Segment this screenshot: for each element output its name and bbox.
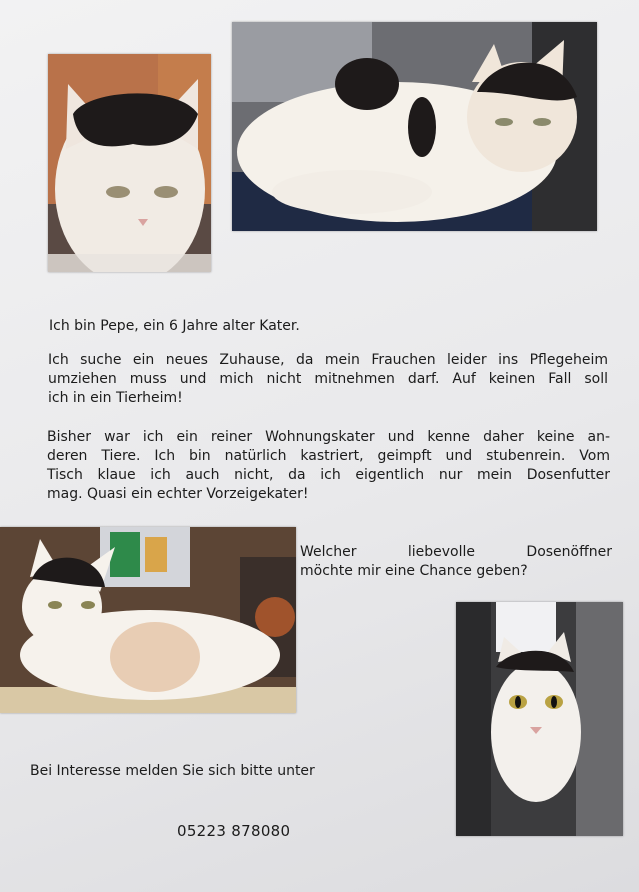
paragraph-character-line: deren Tiere. Ich bin natürlich kastriert, geimpft und stubenrein. Vom xyxy=(47,448,610,464)
cat-photo-closeup xyxy=(48,54,211,272)
cat-photo-lying xyxy=(232,22,597,231)
cat-photo-peeking xyxy=(456,602,623,836)
cat-photo-shelf xyxy=(0,527,296,713)
paragraph-home-line: ich in ein Tierheim! xyxy=(48,390,183,406)
paragraph-character xyxy=(47,428,610,504)
question-line: möchte mir eine Chance geben? xyxy=(300,563,528,579)
paragraph-home-line: umziehen muss und mich nicht mitnehmen darf. Auf keinen Fall soll xyxy=(48,371,608,387)
question-text xyxy=(300,543,612,581)
paragraph-home-line: Ich suche ein neues Zuhause, da mein Frauchen leider ins Pflegeheim xyxy=(48,352,608,368)
paragraph-home xyxy=(48,351,608,408)
paragraph-character-line: Tisch klaue ich auch nicht, da ich eigentlich nur mein Dosenfutter xyxy=(47,467,610,483)
contact-label: Bei Interesse melden Sie sich bitte unter xyxy=(30,763,315,779)
phone-number: 05223 878080 xyxy=(177,822,291,840)
question-line: Welcher liebevolle Dosenöffner xyxy=(300,544,612,560)
paragraph-character-line: mag. Quasi ein echter Vorzeigekater! xyxy=(47,486,309,502)
paragraph-character-line: Bisher war ich ein reiner Wohnungskater und kenne daher keine an- xyxy=(47,429,610,445)
intro-text: Ich bin Pepe, ein 6 Jahre alter Kater. xyxy=(49,318,300,334)
